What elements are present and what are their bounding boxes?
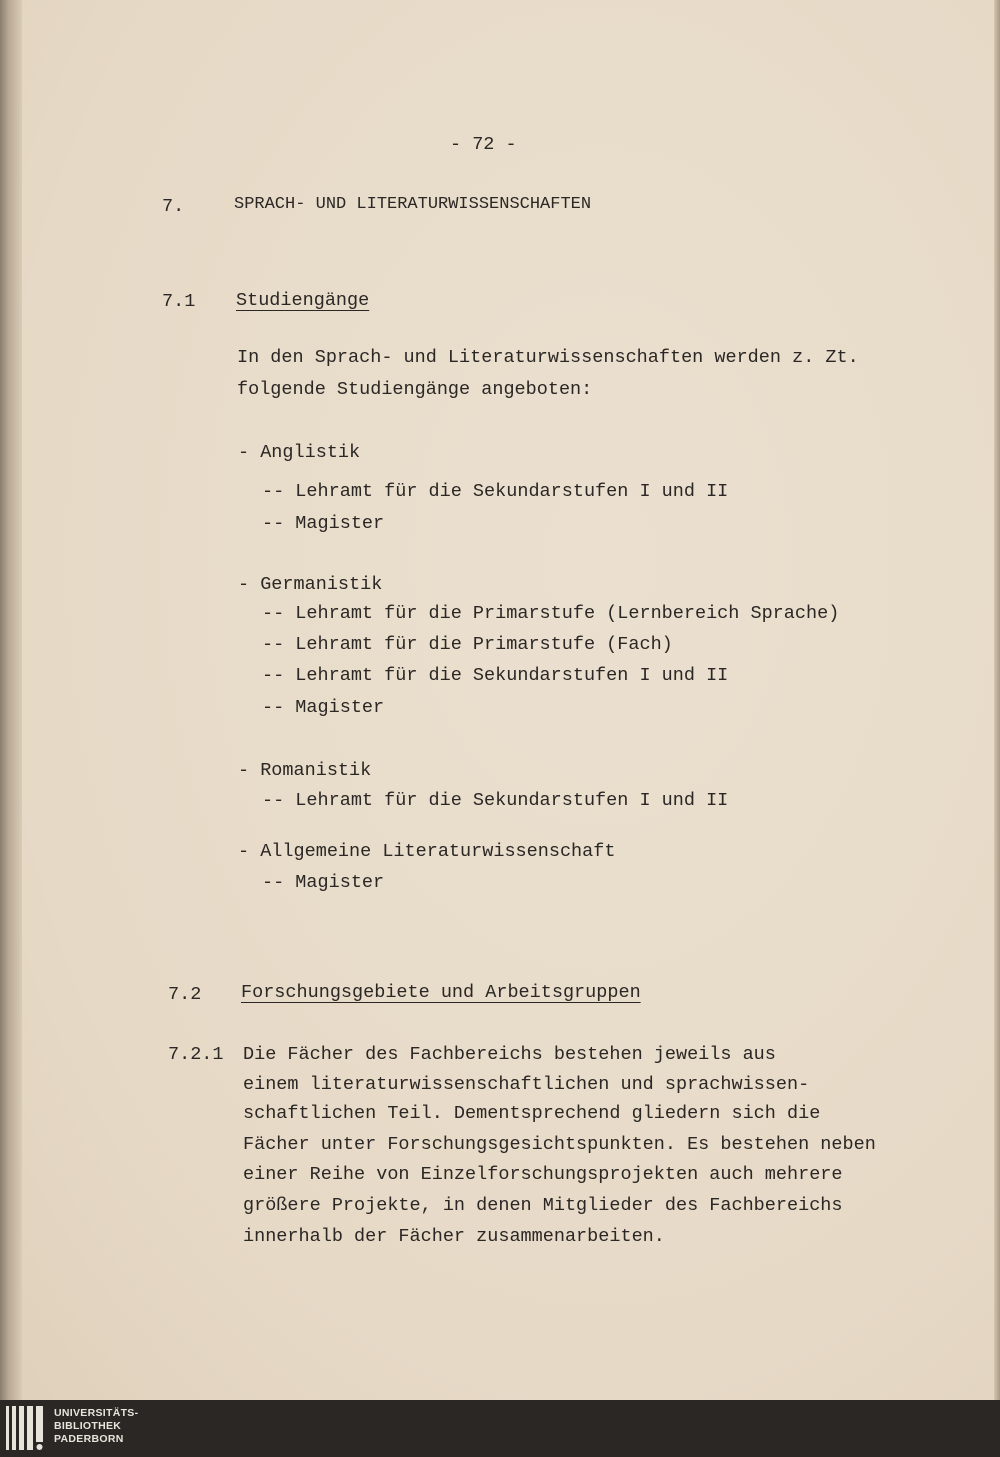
paragraph-line: größere Projekte, in denen Mitglieder des Fachbereichs xyxy=(243,1195,843,1216)
paragraph-line: einer Reihe von Einzelforschungsprojekten auch mehrere xyxy=(243,1164,843,1185)
intro-line-2: folgende Studiengänge angeboten: xyxy=(237,379,593,400)
list-subitem: -- Magister xyxy=(262,697,385,718)
list-subitem: -- Lehramt für die Sekundarstufen I und II xyxy=(262,481,729,502)
list-item-germanistik: - Germanistik xyxy=(238,574,383,595)
list-subitem: -- Lehramt für die Sekundarstufen I und II xyxy=(262,665,729,686)
page-number: - 72 - xyxy=(450,134,517,155)
book-spine-shadow xyxy=(0,0,22,1400)
library-logo-icon xyxy=(6,1406,46,1450)
section-7-2-number: 7.2 xyxy=(168,984,202,1005)
list-subitem: -- Lehramt für die Primarstufe (Lernbereich Sprache) xyxy=(262,603,840,624)
paragraph-line: Die Fächer des Fachbereichs bestehen jeweils aus xyxy=(243,1044,776,1065)
library-logo-line-3: PADERBORN xyxy=(54,1433,124,1445)
chapter-title: SPRACH- UND LITERATURWISSENSCHAFTEN xyxy=(234,195,592,214)
paragraph-line: innerhalb der Fächer zusammenarbeiten. xyxy=(243,1226,665,1247)
chapter-number: 7. xyxy=(162,196,185,217)
section-7-1-title: Studiengänge xyxy=(236,290,370,311)
paragraph-line: schaftlichen Teil. Dementsprechend gliedern sich die xyxy=(243,1103,821,1124)
page-edge xyxy=(994,0,1000,1400)
library-footer-bar xyxy=(0,1400,1000,1457)
library-logo-line-1: UNIVERSITÄTS- xyxy=(54,1407,139,1419)
list-subitem: -- Magister xyxy=(262,872,385,893)
paragraph-line: einem literaturwissenschaftlichen und sprachwissen- xyxy=(243,1074,810,1095)
section-7-1-number: 7.1 xyxy=(162,291,196,312)
list-item-allgemeine: - Allgemeine Literaturwissenschaft xyxy=(238,841,616,862)
list-item-anglistik: - Anglistik xyxy=(238,442,361,463)
list-subitem: -- Magister xyxy=(262,513,385,534)
list-item-romanistik: - Romanistik xyxy=(238,760,372,781)
section-7-2-1-number: 7.2.1 xyxy=(168,1044,224,1065)
intro-line-1: In den Sprach- und Literaturwissenschaften werden z. Zt. xyxy=(237,347,859,368)
section-7-2-title: Forschungsgebiete und Arbeitsgruppen xyxy=(241,982,641,1003)
list-subitem: -- Lehramt für die Primarstufe (Fach) xyxy=(262,634,673,655)
list-subitem: -- Lehramt für die Sekundarstufen I und II xyxy=(262,790,729,811)
library-logo-line-2: BIBLIOTHEK xyxy=(54,1420,122,1432)
paragraph-line: Fächer unter Forschungsgesichtspunkten. Es bestehen neben xyxy=(243,1134,876,1155)
